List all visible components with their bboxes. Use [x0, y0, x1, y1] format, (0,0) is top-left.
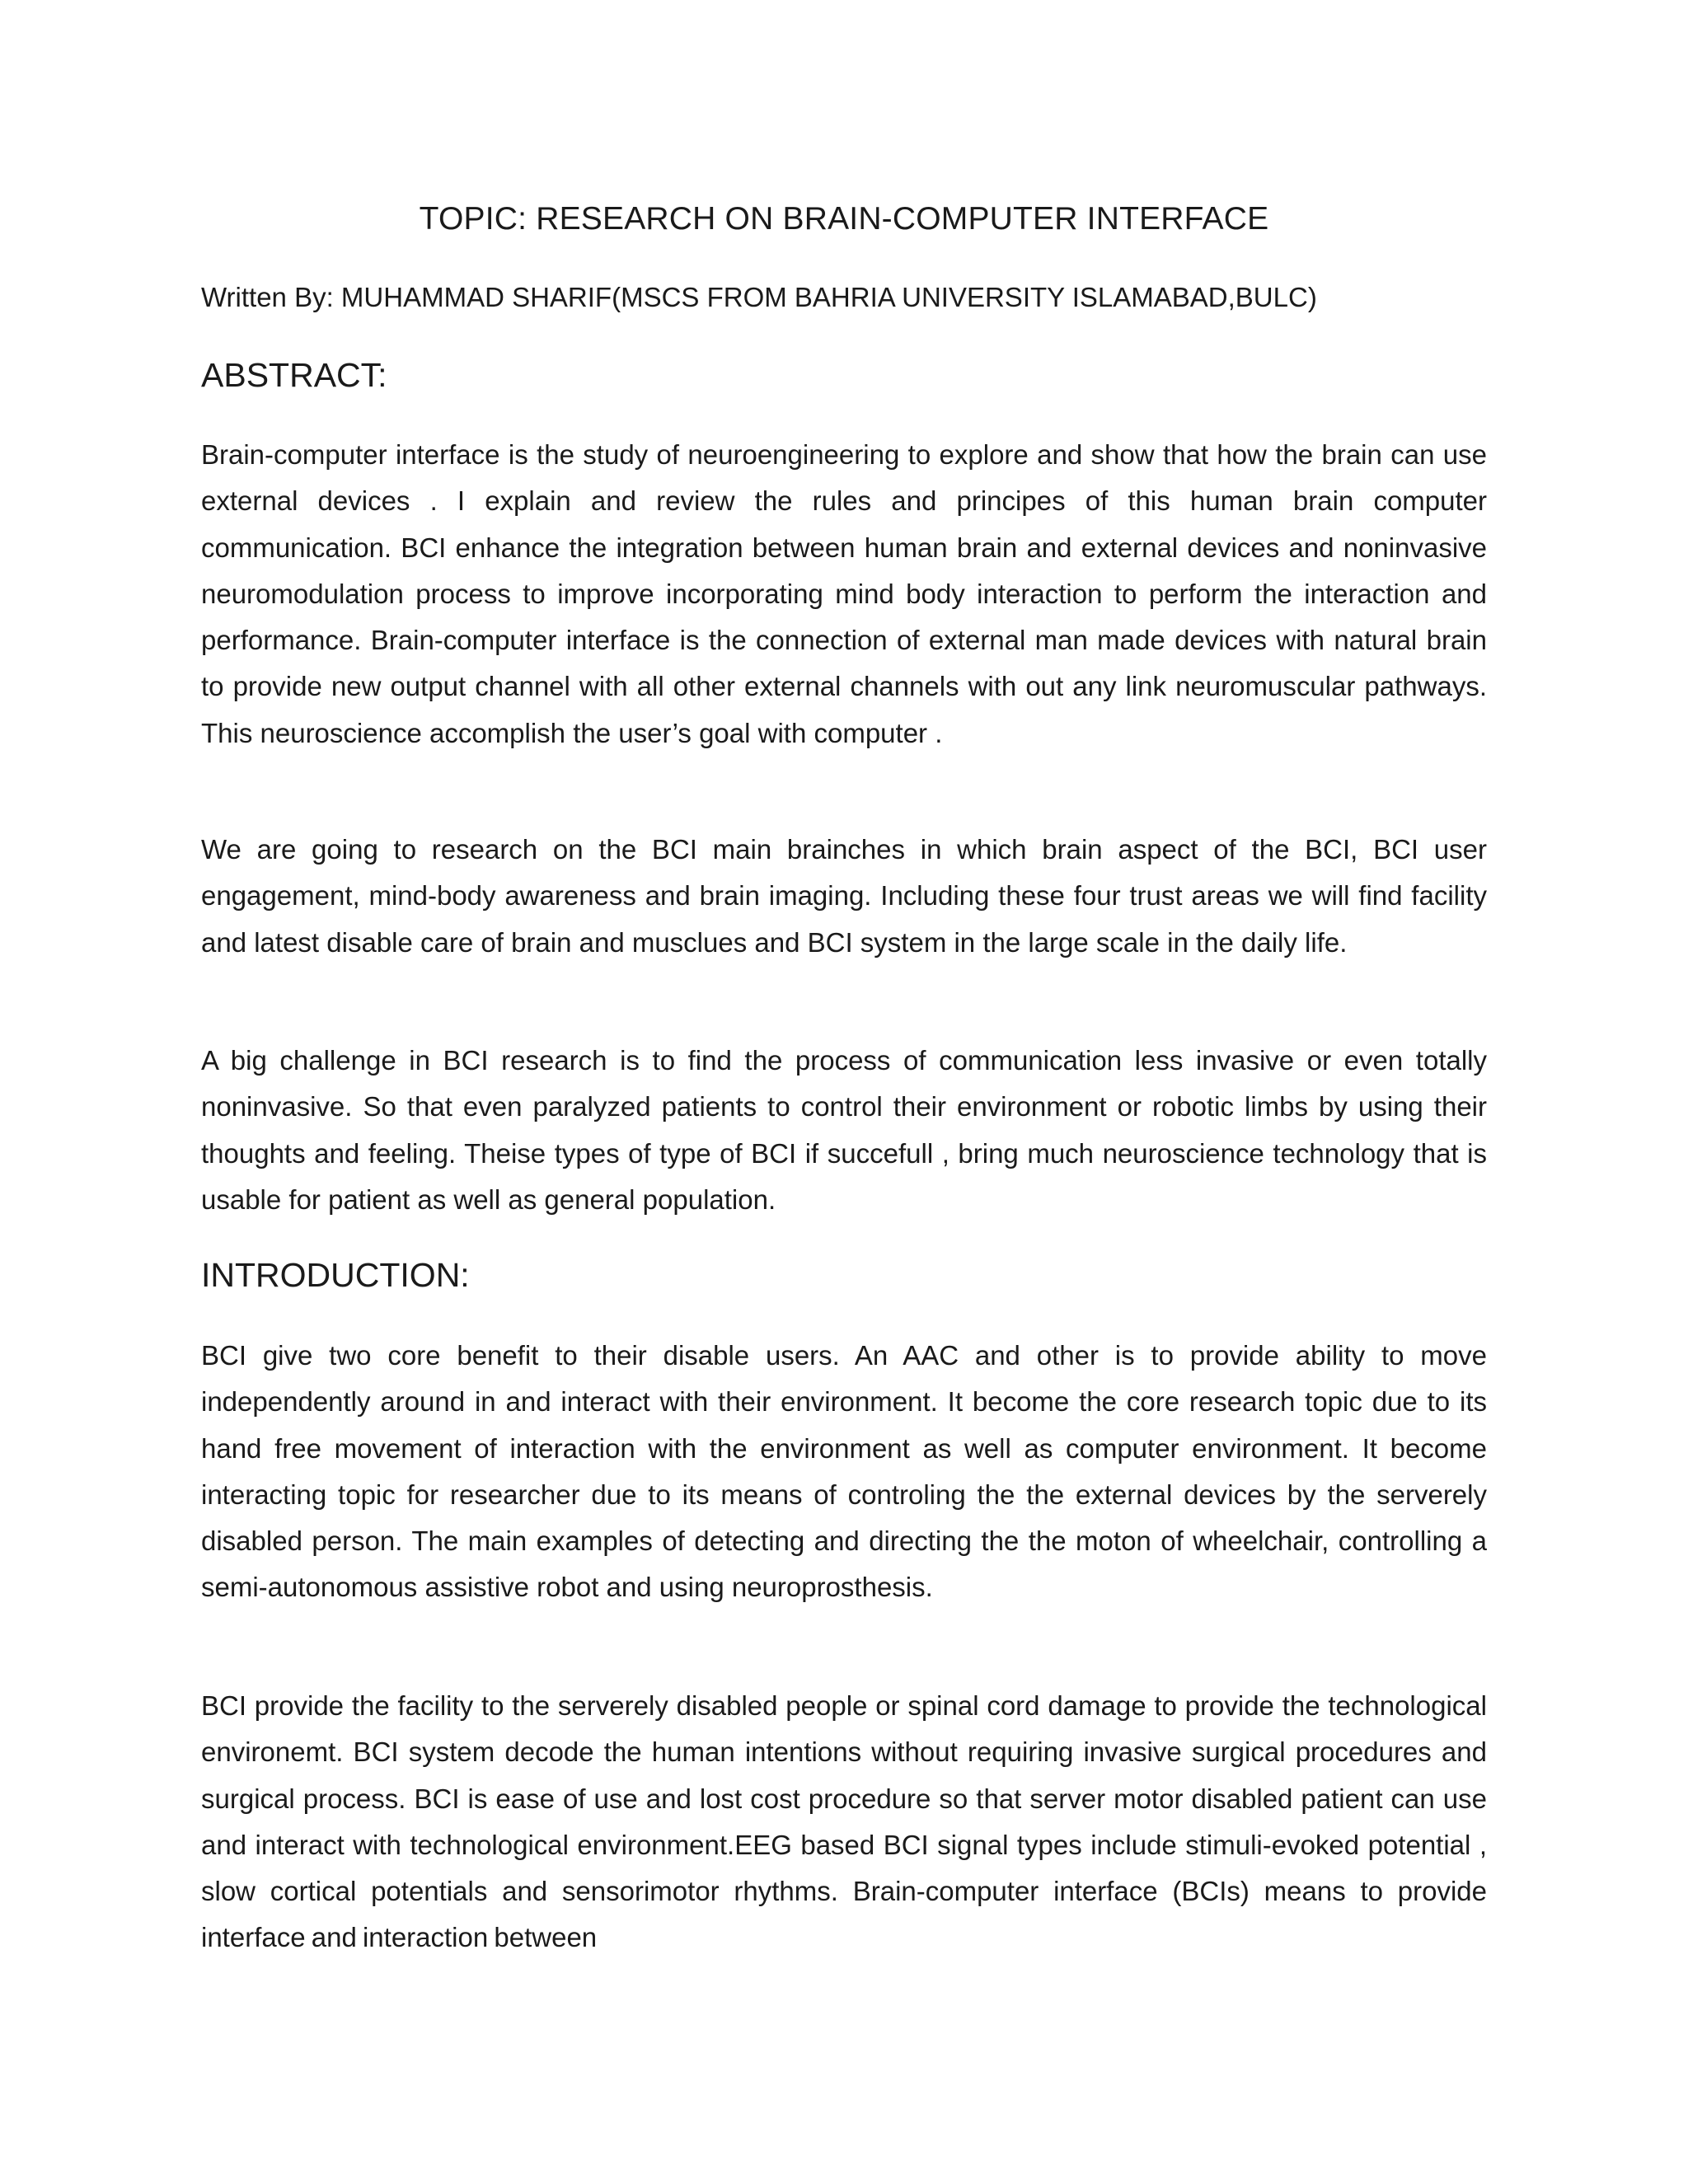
introduction-paragraph-2: BCI provide the facility to the serverely disabled people or spinal cord damage to provide the technological environemt. BCI system decode the human intentions without requiring invasive surgical procedures and surgical process. BCI is ease of use and lost cost procedure so that server motor disabled patient can use and interact with technological environment.EEG based BCI signal types include stimuli-evoked potential , slow cortical potentials and sensorimotor rhythms. Brain-computer interface (BCIs) means to provide interface and interaction between: [201, 1690, 1487, 1953]
abstract-paragraph-1: Brain-computer interface is the study of neuroengineering to explore and show that how the brain can use external devices . I explain and review the rules and principes of this human brain computer communication. BCI enhance the integration between human brain and external devices and noninvasive neuromodulation process to improve incorporating mind body interaction to perform the interaction and performance. Brain-computer interface is the connection of external man made devices with natural brain to provide new output channel with all other external channels with out any link neuromuscular pathways. This neuroscience accomplish the user’s goal with computer .: [201, 439, 1487, 748]
document-title: TOPIC: RESEARCH ON BRAIN-COMPUTER INTERFACE: [419, 201, 1269, 237]
author-byline: Written By: MUHAMMAD SHARIF(MSCS FROM BAHRIA UNIVERSITY ISLAMABAD,BULC): [201, 282, 1317, 312]
introduction-paragraph-1: BCI give two core benefit to their disable users. An AAC and other is to provide ability to move independently around in and interact with their environment. It become the core research topic due to its hand free movement of interaction with the environment as well as computer environment. It become interacting topic for researcher due to its means of controling the the external devices by the serverely disabled person. The main examples of detecting and directing the the moton of wheelchair, controlling a semi-autonomous assistive robot and using neuroprosthesis.: [201, 1340, 1487, 1603]
abstract-paragraph-2: We are going to research on the BCI main brainches in which brain aspect of the BCI, BCI user engagement, mind-body awareness and brain imaging. Including these four trust areas we will find facility and latest disable care of brain and musclues and BCI system in the large scale in the daily life.: [201, 834, 1487, 958]
abstract-paragraph-3: A big challenge in BCI research is to find the process of communication less invasive or even totally noninvasive. So that even paralyzed patients to control their environment or robotic limbs by using their thoughts and feeling. Theise types of type of BCI if succefull , bring much neuroscience technology that is usable for patient as well as general population.: [201, 1045, 1487, 1215]
introduction-heading: INTRODUCTION:: [201, 1256, 470, 1294]
abstract-heading: ABSTRACT:: [201, 356, 387, 394]
